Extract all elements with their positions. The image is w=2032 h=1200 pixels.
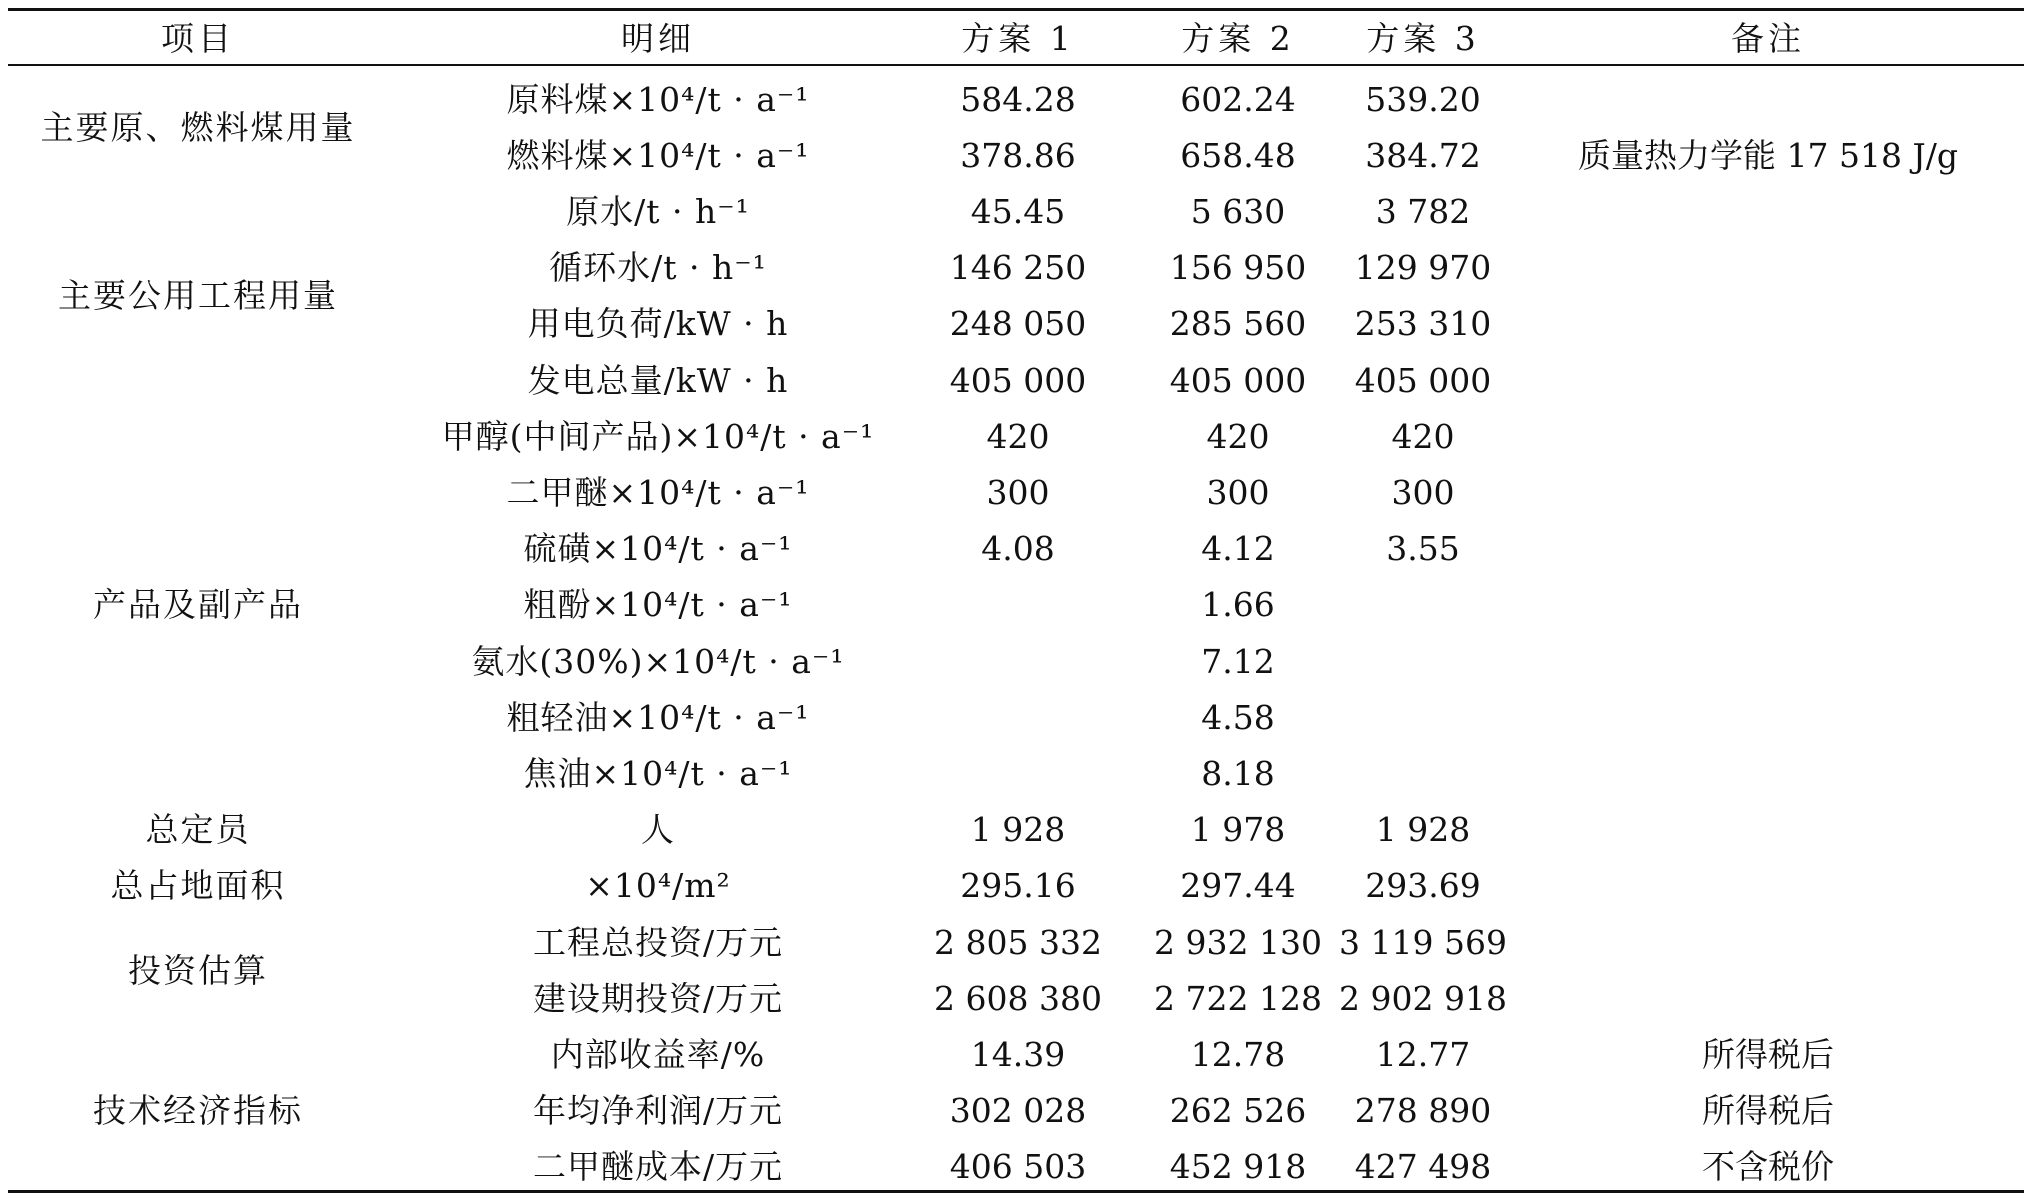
row-scheme-1-value: 584.28 <box>960 79 1076 119</box>
row-scheme-1-value: 45.45 <box>970 191 1066 231</box>
group-label: 总占地面积 <box>110 866 286 906</box>
row-scheme-2-value: 658.48 <box>1180 135 1296 175</box>
row-scheme-2-value: 156 950 <box>1169 248 1307 288</box>
row-scheme-3-value: 129 970 <box>1354 248 1492 288</box>
row-scheme-1-value: 420 <box>986 416 1050 456</box>
row-detail: 粗轻油×10⁴/t · a⁻¹ <box>506 697 810 737</box>
row-note: 质量热力学能 17 518 J/g <box>1578 135 1958 175</box>
row-scheme-3-value: 3 119 569 <box>1339 922 1507 962</box>
row-scheme-2-value: 2 722 128 <box>1154 978 1322 1018</box>
row-scheme-3-value: 1 928 <box>1375 810 1471 850</box>
row-scheme-3-value: 384.72 <box>1365 135 1481 175</box>
row-scheme-1-value <box>928 582 1108 628</box>
row-scheme-3-value: 539.20 <box>1365 79 1481 119</box>
row-scheme-1-value: 405 000 <box>949 360 1087 400</box>
row-note: 所得税后 <box>1702 1034 1834 1074</box>
row-scheme-1-value: 2 805 332 <box>934 922 1102 962</box>
row-detail: 焦油×10⁴/t · a⁻¹ <box>523 753 793 793</box>
row-scheme-2-value: 300 <box>1206 472 1270 512</box>
row-scheme-3-value: 293.69 <box>1365 866 1481 906</box>
row-scheme-2-value: 7.12 <box>1201 641 1275 681</box>
row-scheme-1-value: 378.86 <box>960 135 1076 175</box>
row-detail: 工程总投资/万元 <box>532 922 784 962</box>
row-note: 所得税后 <box>1702 1091 1834 1131</box>
row-detail: 原料煤×10⁴/t · a⁻¹ <box>506 79 810 119</box>
data-table <box>8 8 2024 1193</box>
row-scheme-2-value: 8.18 <box>1201 753 1275 793</box>
row-note: 不含税价 <box>1702 1147 1834 1187</box>
row-detail: 硫磺×10⁴/t · a⁻¹ <box>523 529 793 569</box>
row-detail: 年均净利润/万元 <box>532 1091 784 1131</box>
group-label: 技术经济指标 <box>93 1091 303 1131</box>
row-scheme-3-value <box>1328 582 1518 628</box>
row-scheme-3-value: 420 <box>1391 416 1455 456</box>
bottom-rule <box>8 1190 2024 1193</box>
row-scheme-2-value: 452 918 <box>1169 1147 1307 1187</box>
row-detail: 内部收益率/% <box>550 1034 766 1074</box>
row-scheme-2-value: 297.44 <box>1180 866 1296 906</box>
row-scheme-3-value <box>1328 694 1518 740</box>
row-scheme-3-value: 12.77 <box>1375 1034 1471 1074</box>
row-scheme-1-value: 295.16 <box>960 866 1076 906</box>
row-scheme-2-value: 1.66 <box>1201 585 1275 625</box>
group-label: 主要原、燃料煤用量 <box>40 107 356 147</box>
row-detail: 二甲醚成本/万元 <box>532 1147 784 1187</box>
row-scheme-2-value: 12.78 <box>1190 1034 1286 1074</box>
row-scheme-2-value: 405 000 <box>1169 360 1307 400</box>
row-scheme-3-value: 2 902 918 <box>1339 978 1507 1018</box>
row-scheme-2-value: 285 560 <box>1169 304 1307 344</box>
row-scheme-3-value: 3 782 <box>1375 191 1471 231</box>
row-scheme-2-value: 4.58 <box>1201 697 1275 737</box>
row-scheme-2-value: 2 932 130 <box>1154 922 1322 962</box>
header-scheme-3: 方案 3 <box>1366 18 1480 58</box>
row-scheme-2-value: 262 526 <box>1169 1091 1307 1131</box>
row-scheme-1-value: 300 <box>986 472 1050 512</box>
header-item: 项目 <box>161 18 235 58</box>
row-scheme-1-value <box>928 638 1108 684</box>
header-note: 备注 <box>1731 18 1805 58</box>
group-label: 投资估算 <box>128 950 268 990</box>
row-scheme-2-value: 420 <box>1206 416 1270 456</box>
row-scheme-2-value: 602.24 <box>1180 79 1296 119</box>
row-detail: 粗酚×10⁴/t · a⁻¹ <box>523 585 793 625</box>
row-detail: 二甲醚×10⁴/t · a⁻¹ <box>506 472 810 512</box>
row-scheme-1-value: 1 928 <box>970 810 1066 850</box>
group-label: 主要公用工程用量 <box>58 276 338 316</box>
row-detail: ×10⁴/m² <box>585 866 731 906</box>
row-scheme-1-value: 14.39 <box>970 1034 1066 1074</box>
row-scheme-3-value: 405 000 <box>1354 360 1492 400</box>
row-scheme-1-value: 146 250 <box>949 248 1087 288</box>
header-detail: 明细 <box>621 18 695 58</box>
row-scheme-1-value: 406 503 <box>949 1147 1087 1187</box>
row-detail: 甲醇(中间产品)×10⁴/t · a⁻¹ <box>441 416 875 456</box>
row-detail: 建设期投资/万元 <box>532 978 784 1018</box>
row-scheme-3-value: 300 <box>1391 472 1455 512</box>
row-scheme-2-value: 5 630 <box>1190 191 1286 231</box>
top-rule <box>8 8 2024 11</box>
row-scheme-3-value <box>1328 638 1518 684</box>
row-scheme-3-value <box>1328 750 1518 796</box>
row-scheme-1-value: 4.08 <box>981 529 1055 569</box>
row-detail: 发电总量/kW · h <box>527 360 789 400</box>
row-scheme-1-value <box>928 694 1108 740</box>
row-scheme-3-value: 278 890 <box>1354 1091 1492 1131</box>
group-label: 产品及副产品 <box>93 585 303 625</box>
group-label: 总定员 <box>145 810 251 850</box>
row-scheme-1-value: 2 608 380 <box>934 978 1102 1018</box>
row-detail: 循环水/t · h⁻¹ <box>549 248 767 288</box>
row-scheme-3-value: 427 498 <box>1354 1147 1492 1187</box>
row-scheme-3-value: 253 310 <box>1354 304 1492 344</box>
row-detail: 用电负荷/kW · h <box>527 304 789 344</box>
row-scheme-2-value: 4.12 <box>1201 529 1275 569</box>
header-scheme-2: 方案 2 <box>1181 18 1295 58</box>
row-scheme-2-value: 1 978 <box>1190 810 1286 850</box>
row-scheme-1-value: 302 028 <box>949 1091 1087 1131</box>
row-scheme-1-value <box>928 750 1108 796</box>
row-detail: 人 <box>641 810 675 850</box>
header-scheme-1: 方案 1 <box>961 18 1075 58</box>
header-rule <box>8 64 2024 66</box>
row-detail: 燃料煤×10⁴/t · a⁻¹ <box>506 135 810 175</box>
row-detail: 原水/t · h⁻¹ <box>566 191 750 231</box>
row-scheme-3-value: 3.55 <box>1386 529 1460 569</box>
row-detail: 氨水(30%)×10⁴/t · a⁻¹ <box>471 641 845 681</box>
row-scheme-1-value: 248 050 <box>949 304 1087 344</box>
